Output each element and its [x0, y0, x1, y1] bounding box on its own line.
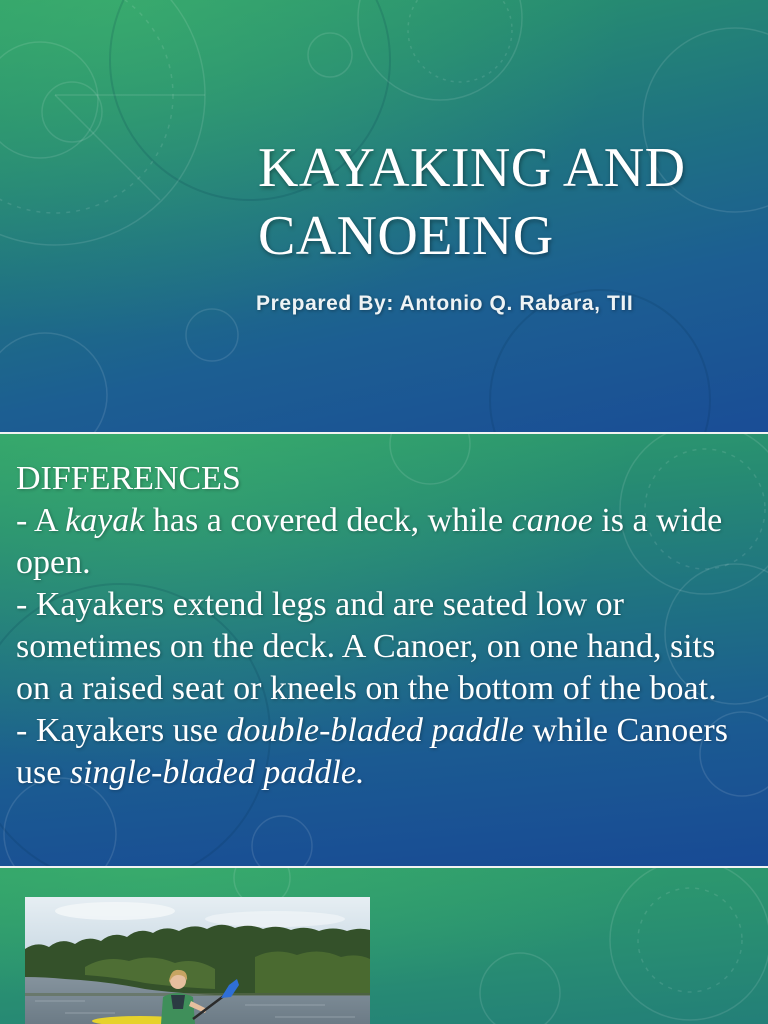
text-line — [16, 752, 728, 794]
text-segment: has a covered deck, while — [144, 502, 512, 539]
text-segment: - A — [16, 502, 66, 539]
text-line — [16, 500, 728, 542]
text-line — [16, 668, 728, 710]
text-segment: while Canoers — [523, 712, 728, 749]
text-segment: open. — [16, 544, 91, 581]
text-line — [16, 584, 728, 626]
text-segment: - Kayakers extend legs and are seated low or — [16, 586, 624, 623]
text-segment: . — [355, 754, 365, 791]
slide-title-line-1: KAYAKING AND — [258, 137, 686, 199]
text-segment: - Kayakers use — [16, 712, 227, 749]
kayak-photo-image — [25, 897, 370, 1024]
differences-text — [16, 458, 728, 794]
term-single-bladed-paddle: single-bladed paddle — [69, 754, 356, 791]
slide-title-line-2: CANOEING — [258, 205, 554, 267]
photo-cloud — [205, 911, 345, 927]
term-double-bladed-paddle: double-bladed paddle — [226, 712, 524, 749]
text-line — [16, 626, 728, 668]
text-segment: is a wide — [592, 502, 723, 539]
text-segment: use — [16, 754, 70, 791]
differences-slide — [0, 434, 768, 866]
text-segment: on a raised seat or kneels on the bottom of the boat. — [16, 670, 717, 707]
text-segment: sometimes on the deck. A Canoer, on one hand, sits — [16, 628, 716, 665]
term-kayak: kayak — [65, 502, 145, 539]
slide-subtitle: Prepared By: Antonio Q. Rabara, TII — [256, 292, 634, 315]
photo-reflection — [25, 993, 370, 996]
photo-cloud — [55, 902, 175, 920]
kayak-photo — [25, 897, 370, 1024]
photo-foliage — [255, 951, 370, 993]
photo-slide — [0, 868, 768, 1024]
title-slide — [0, 0, 768, 432]
text-line — [16, 542, 728, 584]
text-line — [16, 710, 728, 752]
slide-title — [258, 134, 685, 270]
differences-heading: DIFFERENCES — [16, 460, 241, 497]
term-canoe: canoe — [511, 502, 593, 539]
